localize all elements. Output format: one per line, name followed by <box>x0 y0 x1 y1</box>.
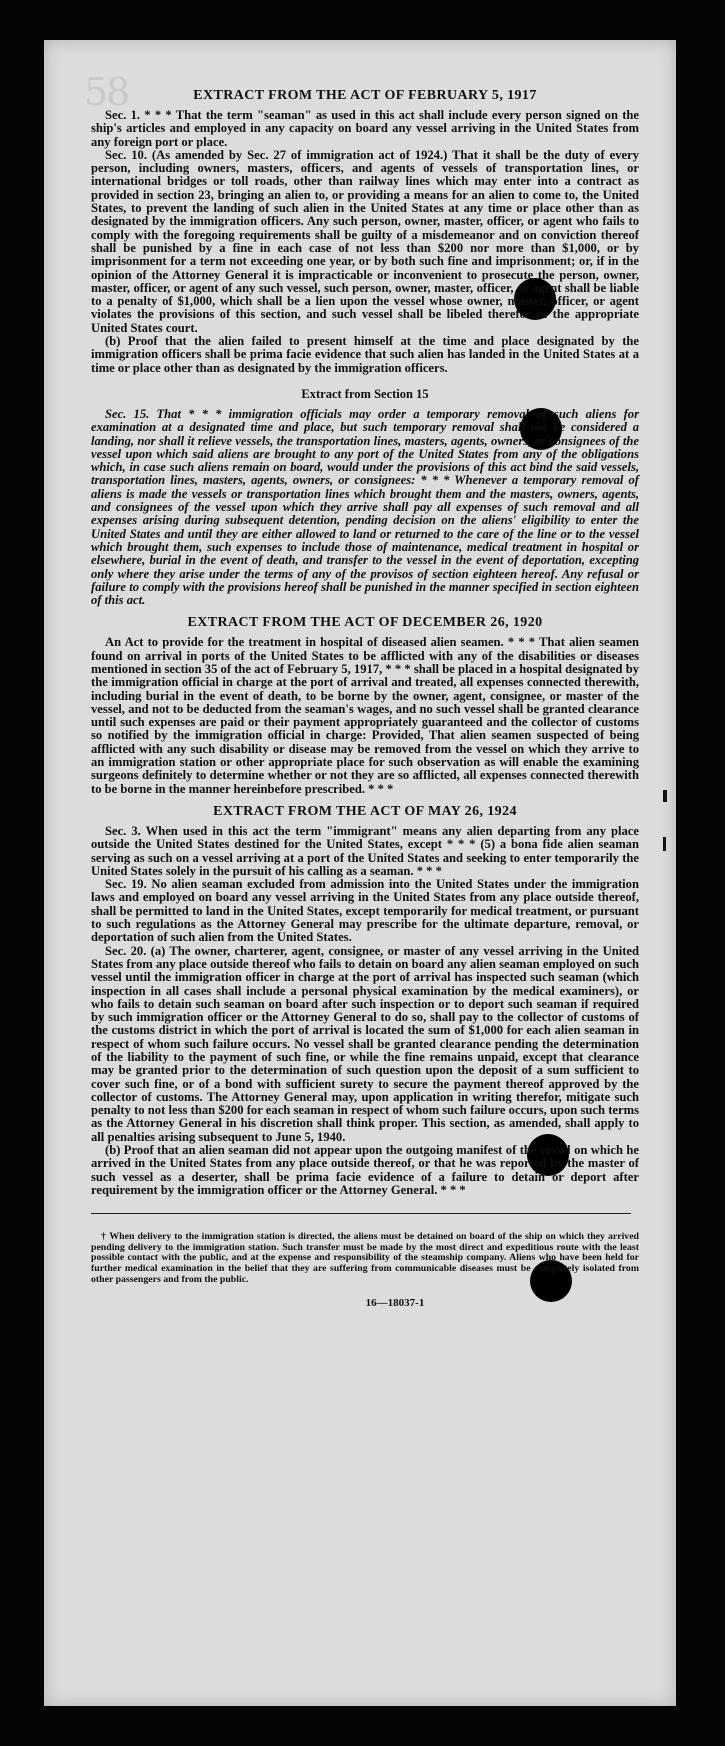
footnote-divider <box>91 1213 631 1214</box>
print-code: 16—18037-1 <box>365 1297 425 1310</box>
paragraph: (b) Proof that the alien failed to present himself at the time and place designated by the immigration officers shall be prima facie evidence that such alien has landed in the United States at a time or place other than as designated by the immigration officers. <box>91 334 639 375</box>
section-subheading: Extract from Section 15 <box>301 386 429 401</box>
margin-mark <box>663 837 666 851</box>
page-number-stamp: 58 <box>84 70 129 114</box>
paragraph: Sec. 3. When used in this act the term "immigrant" means any alien departing from any place outside the United States destined for the United States, except * * * (5) a bona fide alien seaman serving as such on a vessel arriving at a port of the United States and seeking to enter temporarily the United States solely in the pursuit of his calling as a seaman. * * * <box>91 823 639 878</box>
margin-mark <box>663 790 667 802</box>
document-page <box>44 40 676 1706</box>
section-heading: EXTRACT FROM THE ACT OF MAY 26, 1924 <box>213 803 517 819</box>
section-heading: EXTRACT FROM THE ACT OF FEBRUARY 5, 1917 <box>193 88 537 103</box>
section-heading: EXTRACT FROM THE ACT OF DECEMBER 26, 1920 <box>187 615 543 631</box>
paragraph: Sec. 19. No alien seaman excluded from admission into the United States under the immigration laws and employed on board any vessel arriving in the United States from any place outside thereof, shall be permitted to land in the United States, except temporarily for medical treatment, or pursuant to such regulations as the Attorney General may prescribe for the ultimate departure, removal, or deportation of such alien from the United States. <box>91 877 639 945</box>
paragraph: (b) Proof that an alien seaman did not appear upon the outgoing manifest of the vessel on which he arrived in the United States from any place outside thereof, or that he was reported by the master of such vessel as a deserter, shall be prima facie evidence of a failure to detain or deport after requirement by the immigration officer or the Attorney General. * * * <box>91 1143 639 1197</box>
document-body <box>91 88 639 1309</box>
footnote: † When delivery to the immigration station is directed, the aliens must be detained on board of the ship on which they arrived pending delivery to the immigration station. Such transfer must be made by the most direct and expeditious route with the least possible contact with the public, and at the expense and responsibility of the steamship company. Aliens who have been held for further medical examination in the belief that they are suffering from communicable diseases must be completely isolated from other passengers and from the public. <box>91 1231 639 1285</box>
paragraph: Sec. 20. (a) The owner, charterer, agent, consignee, or master of any vessel arriving in the United States from any place outside thereof who fails to detain on board any alien seaman employed on such vessel until the immigration officer in charge at the port of arrival has inspected such seaman (which inspection in all cases shall include a personal physical examination by the medical examiners), or who fails to detain such seaman on board after such inspection or to deport such seaman if required by such immigration officer or the Attorney General to do so, shall pay to the collector of customs of the customs district in which the port of arrival is located the sum of $1,000 for each alien seaman in respect of whom such failure occurs. No vessel shall be granted clearance pending the determination of the liability to the payment of such fine, or while the fine remains unpaid, except that clearance may be granted prior to the determination of such question upon the deposit of a sum sufficient to cover such fine, or of a bond with sufficient surety to secure the payment thereof approved by the collector of customs. The Attorney General may, upon application in writing therefor, mitigate such penalty to not less than $200 for each seaman in respect of whom such failure occurs, upon such terms as the Attorney General in his discretion shall think proper. This section, as amended, shall apply to all penalties arising subsequent to June 5, 1940. <box>91 943 639 1144</box>
paragraph: Sec. 1. * * * That the term "seaman" as used in this act shall include every person signed on the ship's articles and employed in any capacity on board any vessel arriving in the United States from any foreign port or place. <box>91 108 639 149</box>
paragraph: Sec. 15. That * * * immigration officials may order a temporary removal of such aliens for examination at a designated time and place, but such temporary removal shall not be considered a landing, nor shall it relieve vessels, the transportation lines, masters, agents, owners, or consignees of the vessel upon which said aliens are brought to any port of the United States from any of the obligations which, in case such aliens remain on board, would under the provisions of this act bind the said vessels, transportation lines, masters, agents, owners, or consignees: * * * Whenever a temporary removal of aliens is made the vessels or transportation lines which brought them and the masters, owners, agents, and consignees of the vessel upon which they arrive shall pay all expenses of such removal and all expenses arising during subsequent detention, pending decision on the aliens' eligibility to enter the United States and until they are either allowed to land or returned to the care of the line or to the vessel which brought them, such expenses to include those of maintenance, medical treatment in hospital or elsewhere, burial in the event of death, and transfer to the vessel in the event of deportation, excepting only where they arise under the terms of any of the provisos of section eighteen hereof. Any refusal or failure to comply with the provisions hereof shall be punished in the manner specified in section eighteen of this act. <box>91 406 639 608</box>
paragraph: An Act to provide for the treatment in hospital of diseased alien seamen. * * * That alien seamen found on arrival in ports of the United States to be afflicted with any of the disabilities or diseases mentioned in section 35 of the act of February 5, 1917, * * * shall be placed in a hospital designated by the immigration official in charge at the port of arrival and treated, all expenses connected therewith, including burial in the event of death, to be borne by the owner, agent, consignee, or master of the vessel, and not to be deducted from the seaman's wages, and no such vessel shall be granted clearance until such expenses are paid or their payment appropriately guaranteed and the collector of customs so notified by the immigration official in charge: Provided, That alien seamen suspected of being afflicted with any such disability or disease may be removed from the vessel on which they arrive to an immigration station or other appropriate place for such observation as will enable the examining surgeons definitely to determine whether or not they are so afflicted, all expenses connected therewith to be borne in the manner hereinbefore prescribed. * * * <box>91 635 639 796</box>
paragraph: Sec. 10. (As amended by Sec. 27 of immigration act of 1924.) That it shall be the duty of every person, including owners, masters, officers, and agents of vessels of transportation lines, or international bridges or toll roads, other than railway lines which may enter into a contract as provided in section 23, bringing an alien to, or providing a means for an alien to come to, the United States, to prevent the landing of such alien in the United States at any time or place other than as designated by the immigration officers. Any such person, owner, master, officer, or agent who fails to comply with the foregoing requirements shall be guilty of a misdemeanor and on conviction thereof shall be punished by a fine in each case of not less than $200 nor more than $1,000, or by imprisonment for a term not exceeding one year, or by both such fine and imprisonment; or, if in the opinion of the Attorney General it is impracticable or inconvenient to prosecute the person, owner, master, officer, or agent of any such vessel, such person, owner, master, officer, or agent shall be liable to a penalty of $1,000, which shall be a lien upon the vessel whose owner, master, officer, or agent violates the provisions of this section, and such vessel shall be libeled therefor in the appropriate United States court. <box>91 147 639 335</box>
